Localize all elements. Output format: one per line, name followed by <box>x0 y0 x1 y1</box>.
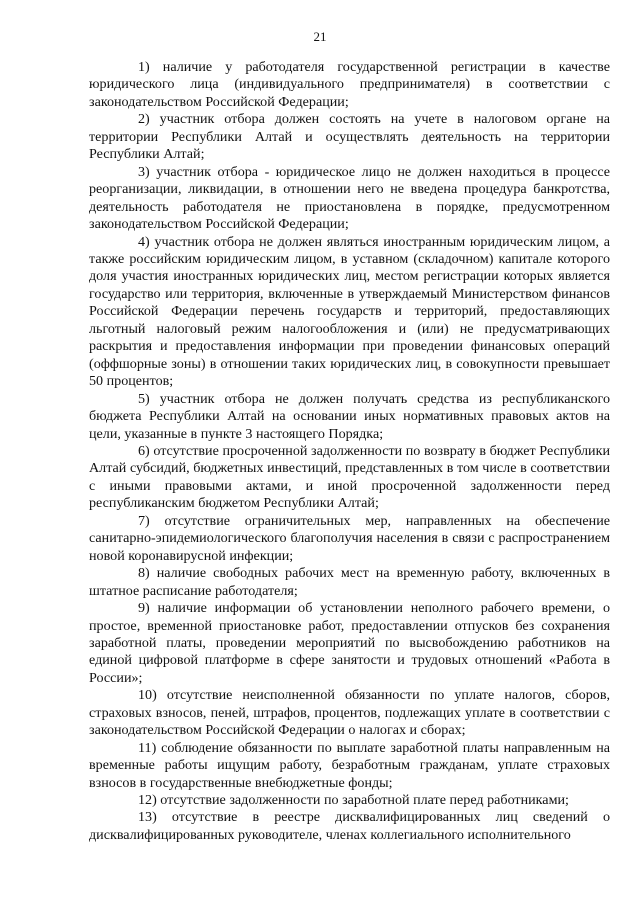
paragraph-item-7: 7) отсутствие ограничительных мер, направленных на обеспечение санитарно-эпидемиологического благополучия населения в связи с распространением новой коронавирусной инфекции; <box>89 512 610 564</box>
paragraph-item-13: 13) отсутствие в реестре дисквалифицированных лиц сведений о дисквалифицированных руководителе, членах коллегиального исполнительного <box>89 809 610 843</box>
paragraph-item-9: 9) наличие информации об установлении неполного рабочего времени, о простое, временной приостановке работ, предоставлении отпусков без сохранения заработной платы, проведении мероприятий по высвобождению работников на единой цифровой платформе в сфере занятости и трудовых отношений «Работа в России»; <box>89 600 610 686</box>
paragraph-item-11: 11) соблюдение обязанности по выплате заработной платы направленным на временные работы ищущим работу, безработным гражданам, уплате страховых взносов в государственные внебюджетные фонды; <box>89 739 610 791</box>
paragraph-item-4: 4) участник отбора не должен являться иностранным юридическим лицом, а также российским юридическим лицом, в уставном (складочном) капитале которого доля участия иностранных юридических лиц, местом регистрации которых является государство или территория, включенные в утверждаемый Министерством финансов Российской Федерации перечень государств и территорий, предоставляющих льготный налоговый режим налогообложения и (или) не предусматривающих раскрытия и предоставления информации при проведении финансовых операций (оффшорные зоны) в отношении таких юридических лиц, в совокупности превышает 50 процентов; <box>89 233 610 390</box>
paragraph-item-5: 5) участник отбора не должен получать средства из республиканского бюджета Республики Алтай на основании иных нормативных правовых актов на цели, указанные в пункте 3 настоящего Порядка; <box>89 390 610 442</box>
paragraph-item-10: 10) отсутствие неисполненной обязанности по уплате налогов, сборов, страховых взносов, пеней, штрафов, процентов, подлежащих уплате в соответствии с законодательством Российской Федерации о налогах и сборах; <box>89 687 610 739</box>
paragraph-item-1: 1) наличие у работодателя государственной регистрации в качестве юридического лица (индивидуального предпринимателя) в соответствии с законодательством Российской Федерации; <box>89 59 610 110</box>
paragraph-item-2: 2) участник отбора должен состоять на учете в налоговом органе на территории Республики Алтай и осуществлять деятельность на территории Республики Алтай; <box>89 111 610 163</box>
paragraph-item-12: 12) отсутствие задолженности по заработной плате перед работниками; <box>138 792 569 809</box>
paragraph-item-6: 6) отсутствие просроченной задолженности по возврату в бюджет Республики Алтай субсидий, бюджетных инвестиций, представленных в том числе в соответствии с иными правовыми актами, и иной просроченной задолженности перед республиканским бюджетом Республики Алтай; <box>89 442 610 512</box>
page-number: 21 <box>313 29 327 44</box>
document-body <box>89 59 610 844</box>
paragraph-item-3: 3) участник отбора - юридическое лицо не должен находиться в процессе реорганизации, ликвидации, в отношении него не введена процедура банкротства, деятельность работодателя не приостановлена в порядке, предусмотренном законодательством Российской Федерации; <box>89 163 610 233</box>
paragraph-item-8: 8) наличие свободных рабочих мест на временную работу, включенных в штатное расписание работодателя; <box>89 565 610 599</box>
